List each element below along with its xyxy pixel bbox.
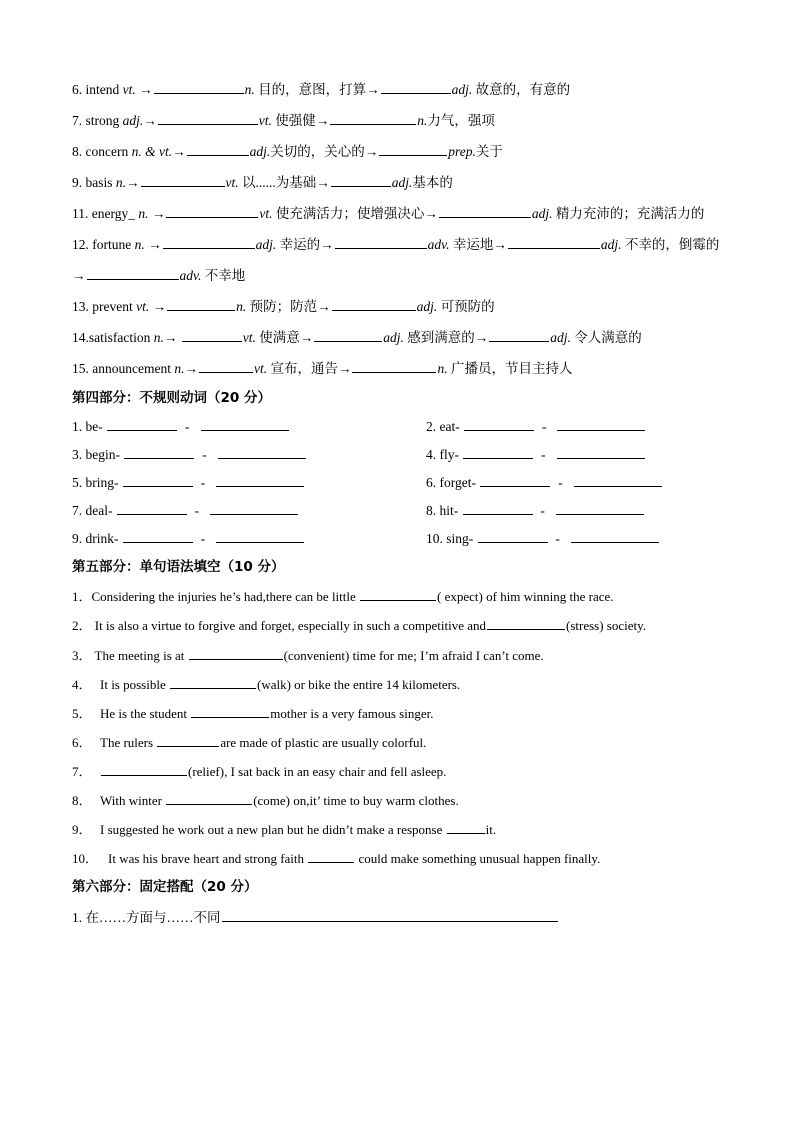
grammar-item: 6． The rulers are made of plastic are usually colorful.: [72, 735, 427, 750]
answer-blank[interactable]: [218, 445, 306, 459]
grammar-item: 5． He is the student mother is a very famous singer.: [72, 706, 434, 721]
answer-blank[interactable]: [189, 646, 283, 660]
answer-blank[interactable]: [557, 417, 645, 431]
collocation-item: 1. 在……方面与……不同: [72, 902, 732, 933]
answer-blank[interactable]: [123, 473, 193, 487]
grammar-item: 2． It is also a virtue to forgive and forget, especially in such a competitive and (stress) society.: [72, 618, 647, 633]
grammar-item: 8． With winter (come) on,it’ time to buy warm clothes.: [72, 793, 459, 808]
answer-blank[interactable]: [163, 235, 255, 249]
answer-blank[interactable]: [480, 473, 550, 487]
answer-blank[interactable]: [379, 142, 447, 156]
answer-blank[interactable]: [158, 111, 258, 125]
answer-blank[interactable]: [166, 204, 258, 218]
vocab-item-15: 15. announcement n.→ vt. 宣布，通告→ n. 广播员，节目主持人: [72, 361, 573, 376]
answer-blank[interactable]: [489, 328, 549, 342]
grammar-item: 7． (relief), I sat back in an easy chair and fell asleep.: [72, 764, 447, 779]
vocab-item-7: 7. strong adj.→ vt. 使强健→ n.力气，强项: [72, 113, 495, 128]
answer-blank[interactable]: [123, 529, 193, 543]
answer-blank[interactable]: [101, 762, 187, 776]
answer-blank[interactable]: [191, 704, 269, 718]
answer-blank[interactable]: [360, 587, 436, 601]
answer-blank[interactable]: [487, 616, 565, 630]
irregular-verb-row: 7. deal- - 8. hit- -: [72, 497, 732, 525]
answer-blank[interactable]: [352, 359, 436, 373]
irregular-verb-row: 3. begin- - 4. fly- -: [72, 441, 732, 469]
answer-blank[interactable]: [124, 445, 194, 459]
answer-blank[interactable]: [331, 173, 391, 187]
answer-blank[interactable]: [332, 297, 416, 311]
vocab-item-13: 13. prevent vt. → n. 预防；防范→ adj. 可预防的: [72, 299, 495, 314]
answer-blank[interactable]: [187, 142, 249, 156]
answer-blank[interactable]: [463, 445, 533, 459]
answer-blank[interactable]: [557, 445, 645, 459]
section-title: 第五部分：单句语法填空（10 分）: [72, 559, 285, 575]
answer-blank[interactable]: [508, 235, 600, 249]
answer-blank[interactable]: [87, 266, 179, 280]
answer-blank[interactable]: [381, 80, 451, 94]
answer-blank[interactable]: [141, 173, 225, 187]
irregular-verb-row: 5. bring- - 6. forget- -: [72, 469, 732, 497]
irregular-verb-table: [72, 413, 732, 553]
answer-blank[interactable]: [478, 529, 548, 543]
answer-blank[interactable]: [556, 501, 644, 515]
answer-blank[interactable]: [157, 733, 219, 747]
irregular-verb-row: 1. be- - 2. eat- -: [72, 413, 732, 441]
answer-blank[interactable]: [574, 473, 662, 487]
answer-blank[interactable]: [447, 820, 485, 834]
answer-blank[interactable]: [170, 675, 256, 689]
grammar-item: 1．Considering the injuries he’s had,there can be little ( expect) of him winning the race.: [72, 589, 614, 604]
answer-blank[interactable]: [166, 791, 252, 805]
section-title: 第六部分：固定搭配（20 分）: [72, 879, 258, 895]
answer-blank[interactable]: [439, 204, 531, 218]
grammar-item: 10． It was his brave heart and strong faith could make something unusual happen finally.: [72, 851, 601, 866]
answer-blank[interactable]: [330, 111, 416, 125]
answer-blank[interactable]: [463, 501, 533, 515]
answer-blank[interactable]: [167, 297, 235, 311]
answer-blank[interactable]: [210, 501, 298, 515]
vocab-item-9: 9. basis n.→ vt. 以......为基础→ adj.基本的: [72, 175, 453, 190]
irregular-verb-row: 9. drink- - 10. sing- -: [72, 525, 732, 553]
answer-blank[interactable]: [335, 235, 427, 249]
grammar-item: 4． It is possible (walk) or bike the entire 14 kilometers.: [72, 677, 461, 692]
answer-blank[interactable]: [117, 501, 187, 515]
vocab-item-6: 6. intend vt. → n. 目的，意图，打算→ adj. 故意的，有意的: [72, 82, 571, 97]
answer-blank[interactable]: [199, 359, 253, 373]
grammar-item: 3． The meeting is at (convenient) time for me; I’m afraid I can’t come.: [72, 648, 544, 663]
answer-blank[interactable]: [201, 417, 289, 431]
vocab-item-14: 14.satisfaction n.→ vt. 使满意→ adj. 感到满意的→ adj. 令人满意的: [72, 330, 642, 345]
answer-blank[interactable]: [222, 908, 558, 922]
answer-blank[interactable]: [571, 529, 659, 543]
answer-blank[interactable]: [308, 849, 354, 863]
vocab-item-12: 12. fortune n. → adj. 幸运的→ adv. 幸运地→ adj. 不幸的，倒霉的→ adv. 不幸地: [72, 237, 720, 283]
worksheet-page: [72, 74, 732, 933]
grammar-item: 9． I suggested he work out a new plan but he didn’t make a response it.: [72, 822, 497, 837]
answer-blank[interactable]: [182, 328, 242, 342]
answer-blank[interactable]: [314, 328, 382, 342]
answer-blank[interactable]: [107, 417, 177, 431]
section-title: 第四部分：不规则动词（20 分）: [72, 390, 271, 406]
answer-blank[interactable]: [216, 529, 304, 543]
vocab-item-11: 11. energy_ n. → vt. 使充满活力；使增强决心→ adj. 精力充沛的；充满活力的: [72, 206, 705, 221]
answer-blank[interactable]: [464, 417, 534, 431]
vocab-item-8: 8. concern n. & vt.→ adj.关切的，关心的→ prep.关于: [72, 144, 503, 159]
answer-blank[interactable]: [216, 473, 304, 487]
answer-blank[interactable]: [154, 80, 244, 94]
